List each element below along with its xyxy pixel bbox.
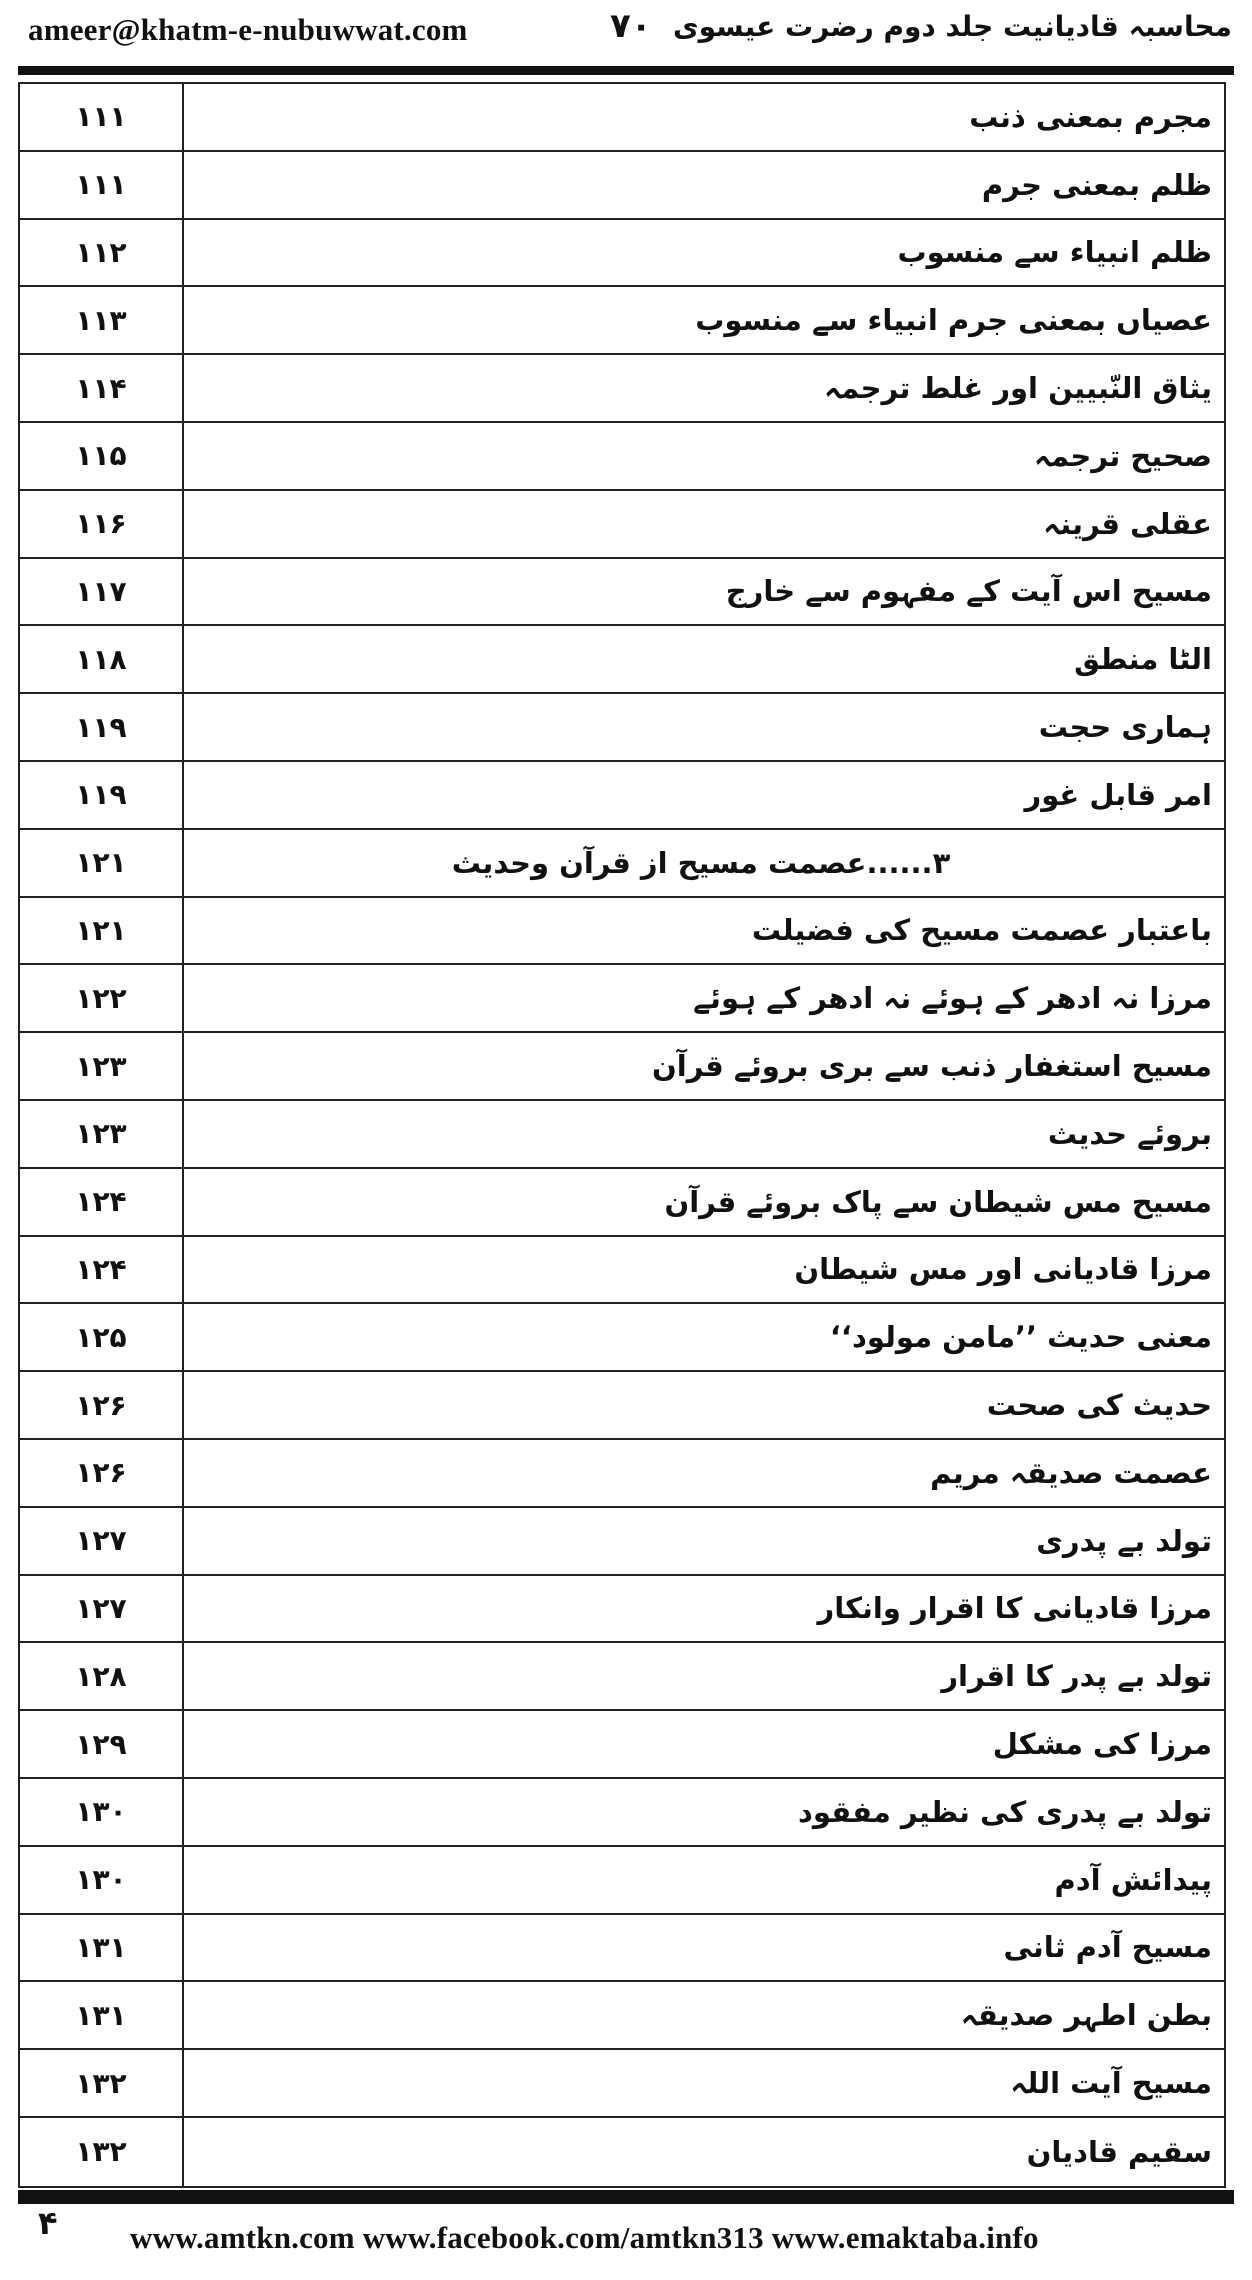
footer-rule [18,2190,1234,2204]
toc-entry-title: مسیح استغفار ذنب سے بری بروئے قرآن [652,1049,1212,1084]
toc-entry-title: مرزا قادیانی اور مس شیطان [794,1252,1212,1287]
page-header [0,0,1252,80]
header-book-title: محاسبہ قادیانیت جلد دوم رضرت عیسوی [672,10,1232,43]
toc-page-number: ۱۱۴ [20,355,184,421]
toc-entry-title: ظلم بمعنی جرم [981,167,1212,202]
toc-row [20,84,1224,152]
toc-entry-title: مسیح مس شیطان سے پاک بروئے قرآن [664,1184,1212,1219]
toc-page-number: ۱۱۱ [20,152,184,218]
toc-page-number: ۱۳۰ [20,1779,184,1845]
toc-entry-title: مرزا قادیانی کا اقرار وانکار [817,1591,1212,1626]
toc-row [20,898,1224,966]
toc-row [20,287,1224,355]
footer-links: www.amtkn.com www.facebook.com/amtkn313 www.emaktaba.info [130,2220,1039,2255]
toc-row [20,1779,1224,1847]
toc-page-number: ۱۲۱ [20,830,184,896]
toc-page-number: ۱۱۶ [20,491,184,557]
toc-row [20,1643,1224,1711]
header-email: ameer@khatm-e-nubuwwat.com [28,12,468,47]
toc-entry-title: یثاق النّبیین اور غلط ترجمہ [824,371,1212,406]
toc-row [20,1576,1224,1644]
toc-page-number: ۱۳۰ [20,1847,184,1913]
toc-page-number: ۱۱۳ [20,287,184,353]
toc-row [20,1304,1224,1372]
toc-entry-title: مسیح آیت اللہ [1010,2066,1212,2101]
toc-entry-title: سقیم قادیان [1026,2134,1212,2169]
toc-entry-title: صحیح ترجمہ [1033,438,1212,473]
toc-entry-title: عصیاں بمعنی جرم انبیاء سے منسوب [695,303,1212,338]
header-page-number: ۷۰ [610,6,652,46]
toc-row [20,830,1224,898]
toc-page-number: ۱۱۹ [20,694,184,760]
toc-page-number: ۱۱۵ [20,423,184,489]
toc-entry-title: تولد بے پدری کی نظیر مفقود [798,1794,1212,1829]
toc-page-number: ۱۲۱ [20,898,184,964]
toc-page-number: ۱۱۷ [20,559,184,625]
toc-entry-title: مرزا کی مشکل [992,1727,1212,1762]
toc-entry-title: باعتبار عصمت مسیح کی فضیلت [751,913,1212,948]
toc-entry-title: بطن اطہر صدیقہ [960,1998,1212,2033]
toc-row [20,2118,1224,2186]
toc-row [20,220,1224,288]
toc-row [20,1372,1224,1440]
toc-row [20,1440,1224,1508]
toc-page-number: ۱۲۴ [20,1237,184,1303]
toc-entry-title: ۳......عصمت مسیح از قرآن وحدیث [451,845,951,880]
toc-entry-title: معنی حدیث ’’مامن مولود‘‘ [829,1320,1212,1355]
toc-entry-title: پیدائش آدم [1054,1862,1212,1897]
toc-page-number: ۱۲۳ [20,1033,184,1099]
toc-row [20,423,1224,491]
toc-row [20,1508,1224,1576]
toc-entry-title: امر قابل غور [1024,777,1212,812]
toc-entry-title: مسیح اس آیت کے مفہوم سے خارج [725,574,1212,609]
toc-page-number: ۱۲۴ [20,1169,184,1235]
toc-row [20,1033,1224,1101]
toc-entry-title: مسیح آدم ثانی [1003,1930,1212,1965]
toc-row [20,491,1224,559]
toc-row [20,1237,1224,1305]
toc-page-number: ۱۲۹ [20,1711,184,1777]
toc-page-number: ۱۲۳ [20,1101,184,1167]
toc-entry-title: عقلی قرینہ [1043,506,1212,541]
toc-page-number: ۱۱۱ [20,84,184,150]
toc-row [20,355,1224,423]
toc-page-number: ۱۲۲ [20,965,184,1031]
toc-page-number: ۱۲۶ [20,1372,184,1438]
toc-row [20,2050,1224,2118]
toc-entry-title: ظلم انبیاء سے منسوب [897,235,1212,270]
toc-row [20,626,1224,694]
toc-row [20,1711,1224,1779]
toc-page-number: ۱۱۹ [20,762,184,828]
toc-row [20,1915,1224,1983]
toc-page-number: ۱۲۵ [20,1304,184,1370]
toc-page-number: ۱۱۲ [20,220,184,286]
header-rule [18,66,1234,75]
toc-row [20,965,1224,1033]
toc-page-number: ۱۲۷ [20,1576,184,1642]
toc-entry-title: حدیث کی صحت [986,1388,1212,1423]
toc-entry-title: مرزا نہ ادھر کے ہوئے نہ ادھر کے ہوئے [693,981,1212,1016]
table-of-contents [18,82,1226,2188]
toc-page-number: ۱۲۶ [20,1440,184,1506]
toc-page-number: ۱۳۱ [20,1915,184,1981]
toc-page-number: ۱۱۸ [20,626,184,692]
toc-entry-title: تولد بے پدری [1036,1523,1212,1558]
toc-row [20,1101,1224,1169]
toc-entry-title: عصمت صدیقہ مریم [930,1455,1212,1490]
toc-entry-title: بروئے حدیث [1047,1116,1212,1151]
toc-row [20,1982,1224,2050]
toc-entry-title: تولد بے پدر کا اقرار [941,1659,1212,1694]
toc-row [20,152,1224,220]
toc-entry-title: ہماری حجت [1038,710,1212,745]
footer-page-number: ۴ [38,2204,58,2242]
toc-row [20,559,1224,627]
toc-page-number: ۱۳۲ [20,2050,184,2116]
toc-page-number: ۱۲۸ [20,1643,184,1709]
page-footer [0,2190,1252,2280]
toc-row [20,694,1224,762]
toc-entry-title: مجرم بمعنی ذنب [969,99,1212,134]
toc-row [20,1847,1224,1915]
toc-page-number: ۱۳۲ [20,2118,184,2186]
toc-page-number: ۱۳۱ [20,1982,184,2048]
toc-page-number: ۱۲۷ [20,1508,184,1574]
toc-entry-title: الٹا منطق [1074,642,1212,677]
toc-row [20,762,1224,830]
toc-row [20,1169,1224,1237]
